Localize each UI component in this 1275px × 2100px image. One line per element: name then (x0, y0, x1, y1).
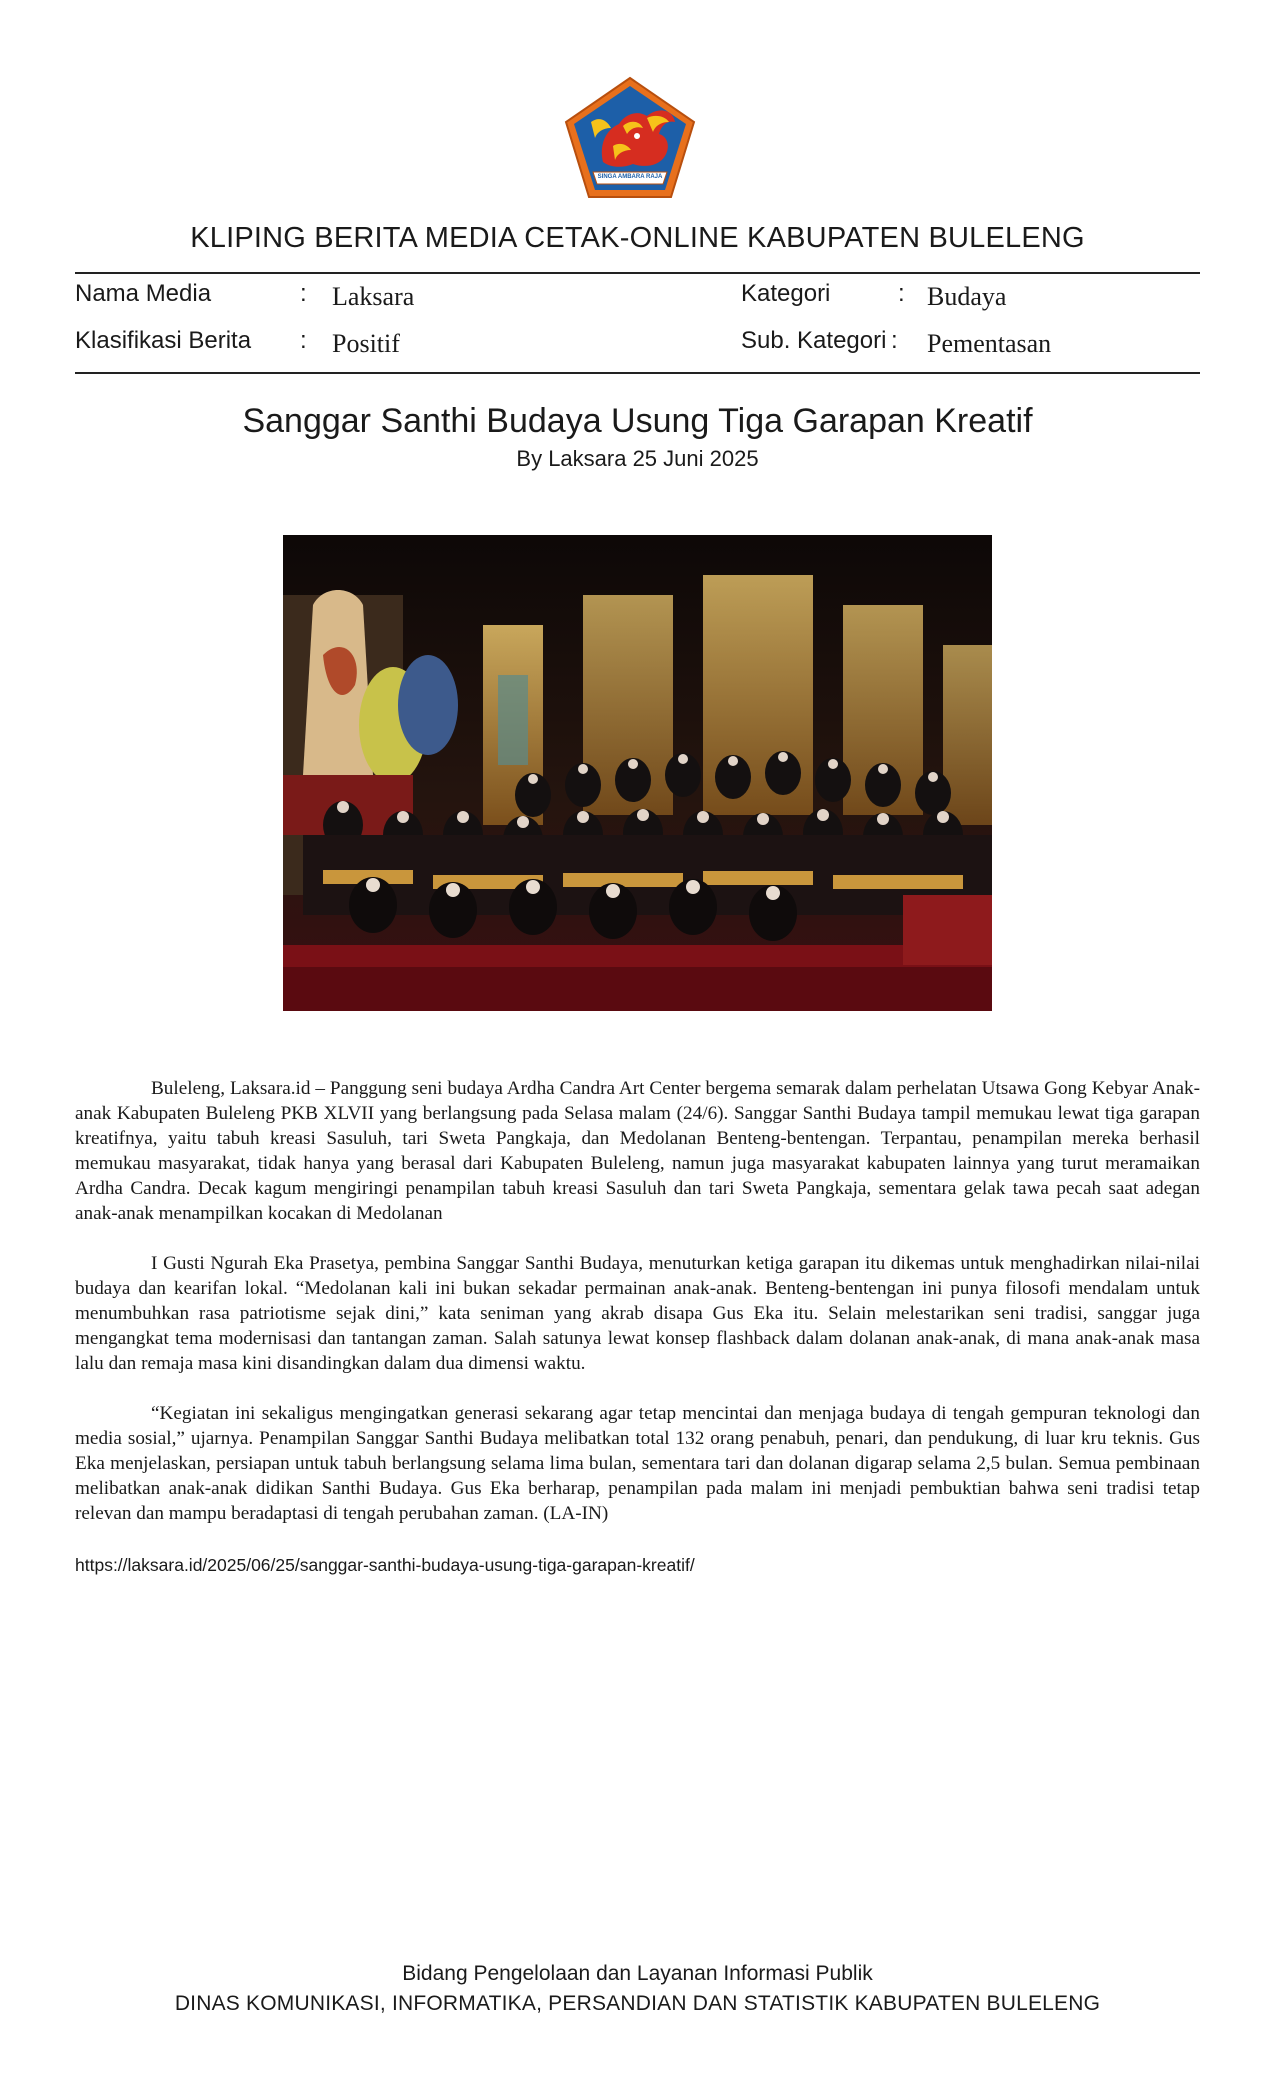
footer-division: Bidang Pengelolaan dan Layanan Informasi Publik (402, 1962, 873, 1985)
subcategory-colon: : (891, 327, 898, 354)
news-classification-label: Klasifikasi Berita (75, 327, 252, 354)
category-colon: : (898, 280, 905, 307)
gamelan-performance-photo (283, 535, 992, 1011)
article-body (75, 1076, 1200, 1551)
article-paragraph-1: Buleleng, Laksara.id – Panggung seni budaya Ardha Candra Art Center bergema semarak dalam perhelatan Utsawa Gong Kebyar Anak-anak Kabupaten Buleleng PKB XLVII yang berlangsung pada Selasa malam (24/6). Sanggar Santhi Budaya tampil memukau lewat tiga garapan kreatifnya, yaitu tabuh kreasi Sasuluh, tari Sweta Pangkaja, dan Medolanan Benteng-bentengan. Terpantau, penampilan mereka berhasil memukau masyarakat, tidak hanya yang berasal dari Kabupaten Buleleng, namun juga masyarakat kabupaten lainnya yang turut meramaikan Ardha Candra. Decak kagum mengiringi penampilan tabuh kreasi Sasuluh dan tari Sweta Pangkaja, sementara gelak tawa pecah saat adegan anak-anak menampilkan kocakan di Medolanan (75, 1078, 1200, 1224)
kabupaten-buleleng-crest-icon (563, 76, 697, 200)
logo-motto: SINGA AMBARA RAJA (597, 174, 663, 180)
header-divider-top (75, 272, 1200, 274)
category-label: Kategori (741, 280, 831, 307)
category-value: Budaya (927, 282, 1007, 311)
media-name-label: Nama Media (75, 280, 212, 307)
article-byline: By Laksara 25 Juni 2025 (516, 446, 759, 471)
media-name-value: Laksara (332, 282, 415, 311)
header-divider-bottom (75, 372, 1200, 374)
footer-agency: DINAS KOMUNIKASI, INFORMATIKA, PERSANDIAN DAN STATISTIK KABUPATEN BULELENG (174, 1992, 1101, 2015)
subcategory-value: Pementasan (927, 329, 1052, 358)
article-paragraph-3: “Kegiatan ini sekaligus mengingatkan generasi sekarang agar tetap mencintai dan menjaga budaya di tengah gempuran teknologi dan media sosial,” ujarnya. Penampilan Sanggar Santhi Budaya melibatkan total 132 orang penabuh, penari, dan pendukung, di luar kru teknis. Gus Eka menjelaskan, persiapan untuk tabuh berlangsung selama lima bulan, sementara tari dan dolanan digarap selama 2,5 bulan. Semua pembinaan melibatkan anak-anak didikan Santhi Budaya. Gus Eka berharap, penampilan pada malam ini menjadi pembuktian bahwa seni tradisi tetap relevan dan mampu beradaptasi di tengah perubahan zaman. (LA-IN) (75, 1403, 1200, 1524)
article-paragraph-2: I Gusti Ngurah Eka Prasetya, pembina Sanggar Santhi Budaya, menuturkan ketiga garapan itu dikemas untuk menghadirkan nilai-nilai budaya dan kearifan lokal. “Medolanan kali ini bukan sekadar permainan anak-anak. Benteng-bentengan ini punya filosofi mendalam untuk menumbuhkan rasa patriotisme sejak dini,” kata seniman yang akrab disapa Gus Eka itu. Selain melestarikan seni tradisi, sanggar juga mengangkat tema modernisasi dan tantangan zaman. Salah satunya lewat konsep flashback dalam dolanan anak-anak, di mana anak-anak masa lalu dan remaja masa kini disandingkan dalam dua dimensi waktu. (75, 1253, 1200, 1374)
article-title: Sanggar Santhi Budaya Usung Tiga Garapan Kreatif (242, 402, 1033, 440)
document-header-title: KLIPING BERITA MEDIA CETAK-ONLINE KABUPATEN BULELENG (190, 222, 1085, 254)
news-classification-value: Positif (332, 329, 400, 358)
media-name-colon: : (300, 280, 307, 307)
subcategory-label: Sub. Kategori (741, 327, 887, 354)
news-classification-colon: : (300, 327, 307, 354)
source-url-link[interactable]: https://laksara.id/2025/06/25/sanggar-santhi-budaya-usung-tiga-garapan-kreatif/ (75, 1555, 695, 1575)
